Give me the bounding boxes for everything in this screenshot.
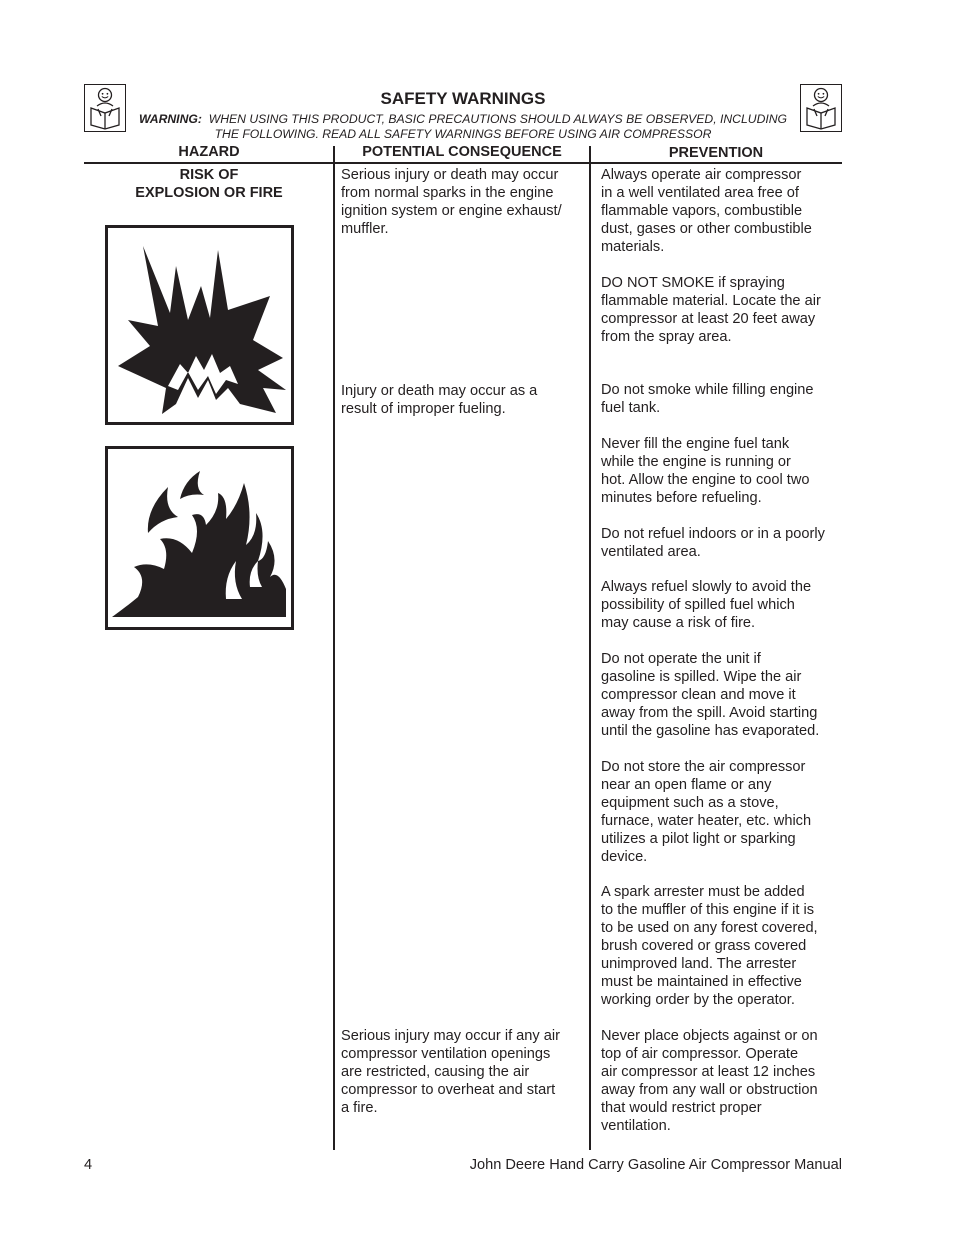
page-title: SAFETY WARNINGS bbox=[380, 89, 546, 108]
warning-label: WARNING: bbox=[138, 112, 202, 126]
warning-notice bbox=[118, 112, 808, 142]
column-header-hazard: HAZARD bbox=[178, 144, 240, 160]
column-header-consequence: POTENTIAL CONSEQUENCE bbox=[362, 144, 562, 160]
hazard-name bbox=[84, 166, 334, 202]
prevention-3: Do not smoke while filling engine fuel tank. bbox=[601, 382, 814, 416]
header-divider bbox=[84, 162, 842, 164]
prevention-2: DO NOT SMOKE if spraying flammable material. Locate the air compressor at least 20 feet away from the spray area. bbox=[601, 275, 821, 345]
fire-icon bbox=[105, 446, 294, 630]
prevention-8: Do not store the air compressor near an open flame or any equipment such as a stove, furnace, water heater, etc. which utilizes a pilot light or sparking device. bbox=[601, 759, 812, 865]
column-divider-2 bbox=[589, 146, 591, 1150]
prevention-6: Always refuel slowly to avoid the possibility of spilled fuel which may cause a risk of fire. bbox=[601, 579, 812, 631]
prevention-5: Do not refuel indoors or in a poorly ventilated area. bbox=[601, 526, 825, 560]
prevention-10: Never place objects against or on top of air compressor. Operate air compressor at least 12 inches away from any wall or obstruction that would restrict proper ventilation. bbox=[601, 1028, 818, 1134]
warning-text-line2: THE FOLLOWING. READ ALL SAFETY WARNINGS BEFORE USING AIR COMPRESSOR bbox=[214, 127, 712, 141]
manual-title: John Deere Hand Carry Gasoline Air Compressor Manual bbox=[469, 1157, 842, 1173]
hazard-line-2: EXPLOSION OR FIRE bbox=[135, 185, 283, 201]
warning-text-line1: WHEN USING THIS PRODUCT, BASIC PRECAUTIONS SHOULD ALWAYS BE OBSERVED, INCLUDING bbox=[208, 112, 788, 126]
consequence-2: Injury or death may occur as a result of improper fueling. bbox=[341, 383, 538, 417]
consequence-3: Serious injury may occur if any air compressor ventilation openings are restricted, causing the air compressor to overheat and start a fire. bbox=[341, 1028, 560, 1116]
consequence-1: Serious injury or death may occur from normal sparks in the engine ignition system or engine exhaust/ muffler. bbox=[341, 167, 562, 237]
column-divider-1 bbox=[333, 146, 335, 1150]
hazard-line-1: RISK OF bbox=[179, 167, 239, 183]
prevention-7: Do not operate the unit if gasoline is spilled. Wipe the air compressor clean and move it away from the spill. Avoid starting until the gasoline has evaporated. bbox=[601, 651, 820, 739]
prevention-4: Never fill the engine fuel tank while the engine is running or hot. Allow the engine to cool two minutes before refueling. bbox=[601, 436, 810, 506]
prevention-1: Always operate air compressor in a well ventilated area free of flammable vapors, combustible dust, gases or other combustible materials. bbox=[601, 167, 812, 255]
prevention-9: A spark arrester must be added to the muffler of this engine if it is to be used on any forest covered, brush covered or grass covered unimproved land. The arrester must be maintained in effective working order by the operator. bbox=[601, 884, 818, 1008]
explosion-icon bbox=[105, 225, 294, 425]
column-header-prevention: PREVENTION bbox=[668, 145, 764, 161]
page-number: 4 bbox=[84, 1157, 93, 1173]
